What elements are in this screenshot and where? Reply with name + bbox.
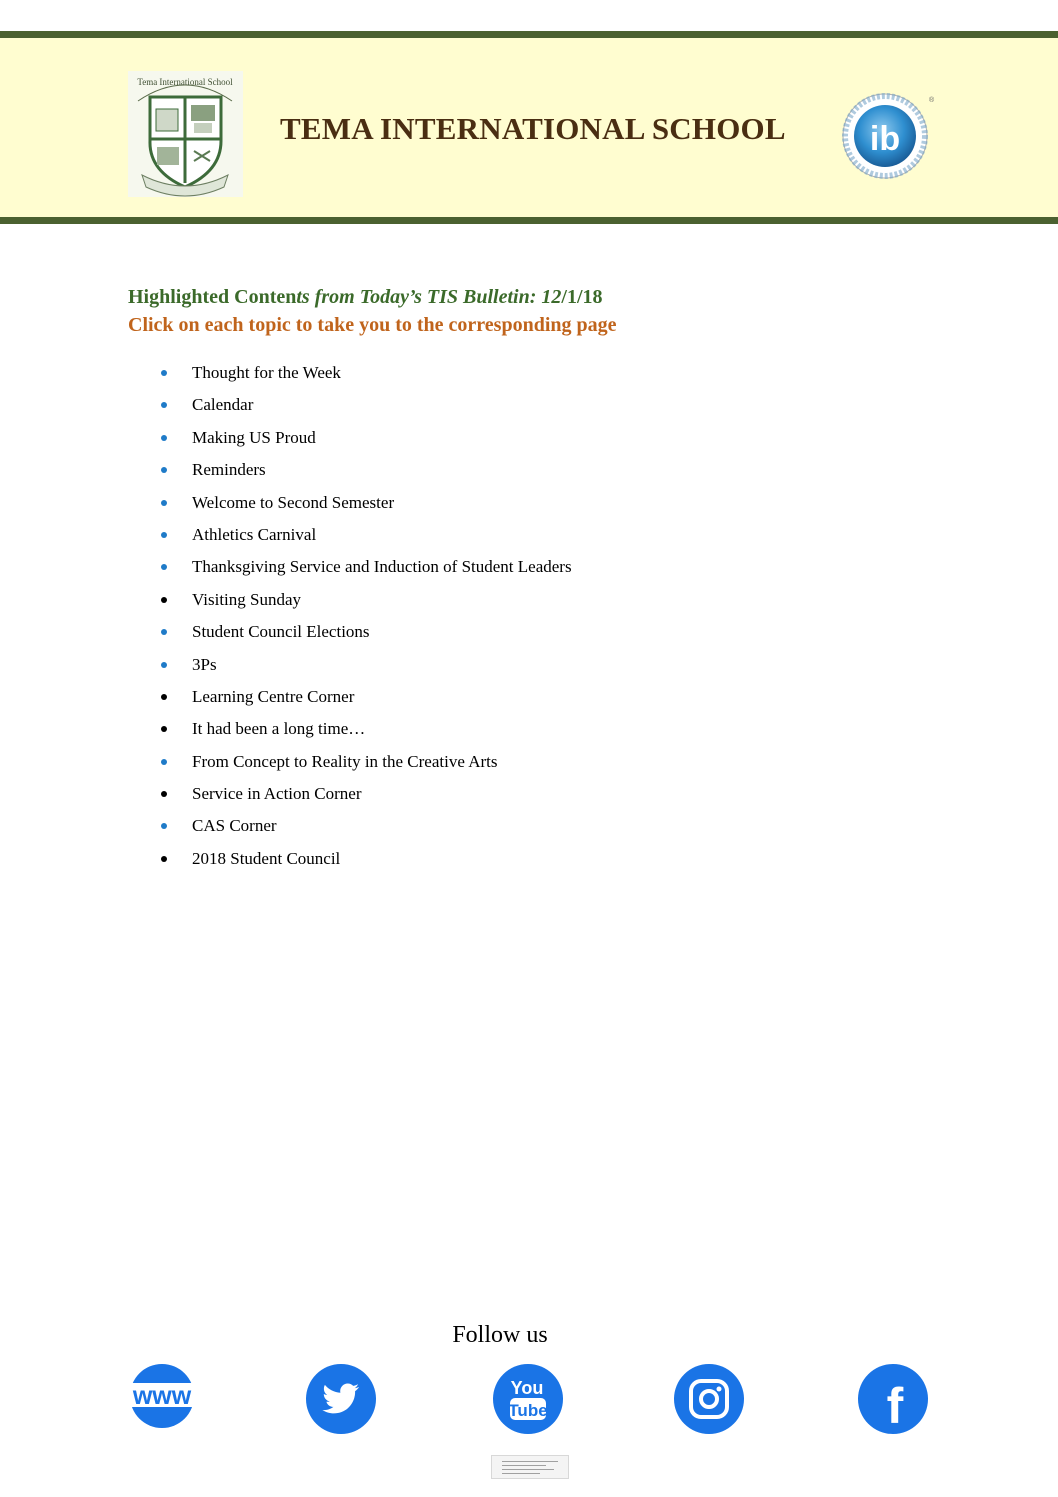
topic-item[interactable] [155, 523, 572, 555]
topic-list [155, 361, 572, 879]
youtube-icon[interactable] [492, 1363, 564, 1435]
topic-link[interactable]: Thanksgiving Service and Induction of Student Leaders [192, 557, 572, 577]
bullet-icon [161, 791, 167, 797]
youtube-icon-top-text: You [510, 1378, 544, 1398]
topic-item[interactable] [155, 814, 572, 846]
intro-title [128, 283, 928, 311]
school-crest-logo [128, 71, 243, 197]
topic-item[interactable] [155, 491, 572, 523]
topic-link[interactable]: Welcome to Second Semester [192, 492, 395, 512]
bullet-icon [161, 402, 167, 408]
intro-subtitle: Click on each topic to take you to the corresponding page [128, 314, 617, 336]
ib-logo-letters: ib [869, 120, 901, 158]
school-name-heading: TEMA INTERNATIONAL SCHOOL [280, 111, 786, 146]
topic-item[interactable] [155, 750, 572, 782]
topic-item[interactable] [155, 782, 572, 814]
facebook-icon-letter: f [886, 1378, 904, 1434]
topic-item[interactable] [155, 458, 572, 490]
bullet-icon [161, 564, 167, 570]
www-icon[interactable] [124, 1363, 196, 1435]
topic-item[interactable] [155, 620, 572, 652]
twitter-icon[interactable] [305, 1363, 377, 1435]
topic-link[interactable]: Student Council Elections [192, 622, 370, 642]
topic-link[interactable]: Learning Centre Corner [192, 686, 355, 706]
topic-link[interactable]: Visiting Sunday [192, 589, 302, 609]
bullet-icon [161, 532, 167, 538]
topic-link[interactable]: 2018 Student Council [192, 848, 341, 868]
topic-link[interactable]: Thought for the Week [192, 363, 341, 382]
bullet-icon [161, 662, 167, 668]
bullet-icon [161, 435, 167, 441]
topic-item[interactable] [155, 847, 572, 879]
bullet-icon [161, 500, 167, 506]
topic-item[interactable] [155, 555, 572, 587]
ib-logo [841, 90, 933, 182]
bullet-icon [161, 467, 167, 473]
header-band [0, 31, 1058, 224]
topic-link[interactable]: 3Ps [192, 654, 217, 674]
bullet-icon [161, 823, 167, 829]
intro-title-plain: Highlighted Conten [128, 286, 297, 308]
topic-item[interactable] [155, 426, 572, 458]
topic-item[interactable] [155, 685, 572, 717]
topic-item[interactable] [155, 653, 572, 685]
bullet-icon [161, 370, 167, 376]
intro-title-date: /1/18 [561, 286, 603, 308]
bullet-icon [161, 759, 167, 765]
topic-item[interactable] [155, 588, 572, 620]
topic-link[interactable]: Athletics Carnival [192, 524, 317, 544]
instagram-icon[interactable] [673, 1363, 745, 1435]
bullet-icon [161, 694, 167, 700]
youtube-icon-bottom-text: Tube [508, 1401, 548, 1420]
bullet-icon [161, 726, 167, 732]
bullet-icon [161, 629, 167, 635]
intro-title-italic: ts from Today’s TIS Bulletin: 12 [296, 286, 562, 308]
facebook-icon[interactable] [857, 1363, 929, 1435]
topic-link[interactable]: CAS Corner [192, 816, 277, 836]
topic-link[interactable]: From Concept to Reality in the Creative Arts [192, 751, 498, 771]
crest-text: Tema International School [137, 77, 233, 87]
bullet-icon [161, 597, 167, 603]
topic-link[interactable]: Reminders [192, 460, 266, 480]
bullet-icon [161, 856, 167, 862]
topic-link[interactable]: It had been a long time… [192, 719, 366, 739]
topic-link[interactable]: Making US Proud [192, 427, 316, 447]
www-icon-text: www [132, 1382, 192, 1410]
topic-link[interactable]: Service in Action Corner [192, 784, 362, 804]
topic-item[interactable] [155, 717, 572, 749]
topic-item[interactable] [155, 361, 572, 393]
intro-section [128, 283, 928, 339]
follow-us-heading: Follow us [452, 1322, 548, 1348]
topic-link[interactable]: Calendar [192, 395, 254, 415]
footer-badge-logo [491, 1455, 569, 1479]
svg-text:®: ® [929, 97, 935, 104]
topic-item[interactable] [155, 393, 572, 425]
